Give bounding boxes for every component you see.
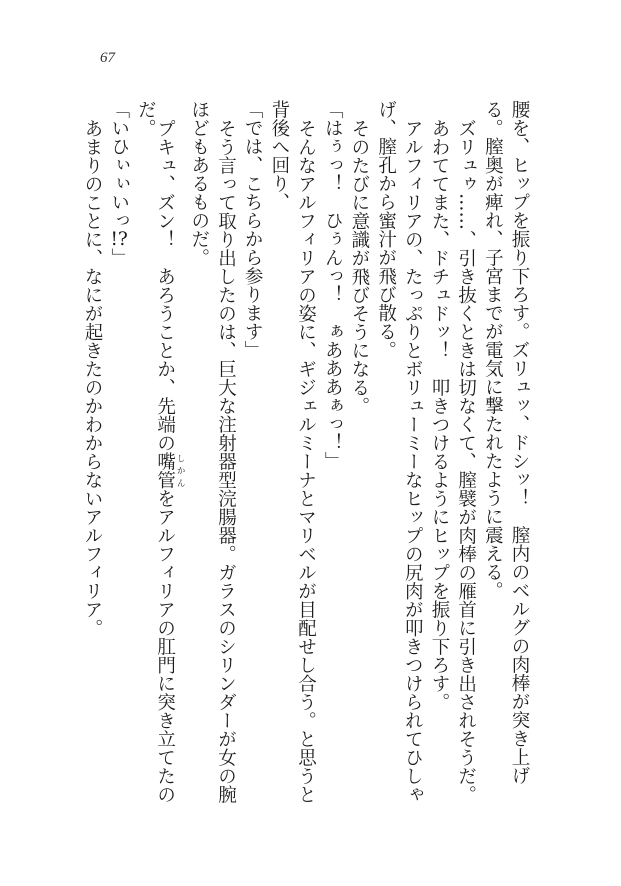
text-line: あまりのことに、なにが起きたのかわからないアルフィリア。 xyxy=(82,118,103,637)
ruby-base: 嘴管 xyxy=(154,451,176,489)
text-line: そう言って取り出したのは、巨大な注射器型浣腸器。ガラスのシリンダーが女の腕 xyxy=(215,118,237,803)
text-line: そのたびに意識が飛びそうになる。 xyxy=(348,118,370,415)
text-line: る。膣奥が痺れ、子宮までが電気に撃たれたように震える。 xyxy=(482,100,504,600)
text-line: ほどもあるものだ。 xyxy=(188,100,210,267)
ruby-word xyxy=(154,451,186,489)
text-line: そんなアルフィリアの姿に、ギジェルミーナとマリベルが目配せし合う。と思うと xyxy=(295,118,317,803)
dialogue-line: 「では、こちらから参ります」 xyxy=(242,100,264,359)
text-line: 腰を、ヒップを振り下ろす。ズリュッ、ドシッ！ 膣内のベルグの肉棒が突き上げ xyxy=(509,100,530,785)
text-line: 背後へ回り、 xyxy=(268,100,290,211)
text-segment: 「いひぃぃいっ xyxy=(108,100,130,230)
upright-punctuation: !? xyxy=(110,229,128,248)
dialogue-line xyxy=(105,100,132,810)
text-line-with-ruby xyxy=(154,100,186,810)
ruby-reading: しかん xyxy=(175,451,186,489)
body-text xyxy=(78,100,532,810)
dialogue-line: 「はぅっ！ ひぅんっ！ ぁあああぁっ！」 xyxy=(322,100,344,470)
text-line: あわててまた、ドチュドッ！ 叩きつけるようにヒップを振り下ろす。 xyxy=(428,118,450,711)
text-line: げ、膣孔から蜜汁が飛び散る。 xyxy=(375,100,397,359)
text-segment: 」 xyxy=(108,248,130,267)
text-line: アルフィリアの、たっぷりとボリューミーなヒップの尻肉が叩きつけられてひしゃ xyxy=(402,118,424,803)
text-line: だ。 xyxy=(135,100,157,137)
text-segment: プキュ、ズン！ あろうことか、先端の xyxy=(154,118,176,452)
text-line: ズリュゥ……、引き抜くときは切なくて、膣襞が肉棒の雁首に引き出されそうだ。 xyxy=(455,118,477,803)
text-segment: をアルフィリアの肛門に突き立てたの xyxy=(154,488,176,803)
page-number: 67 xyxy=(100,50,115,66)
